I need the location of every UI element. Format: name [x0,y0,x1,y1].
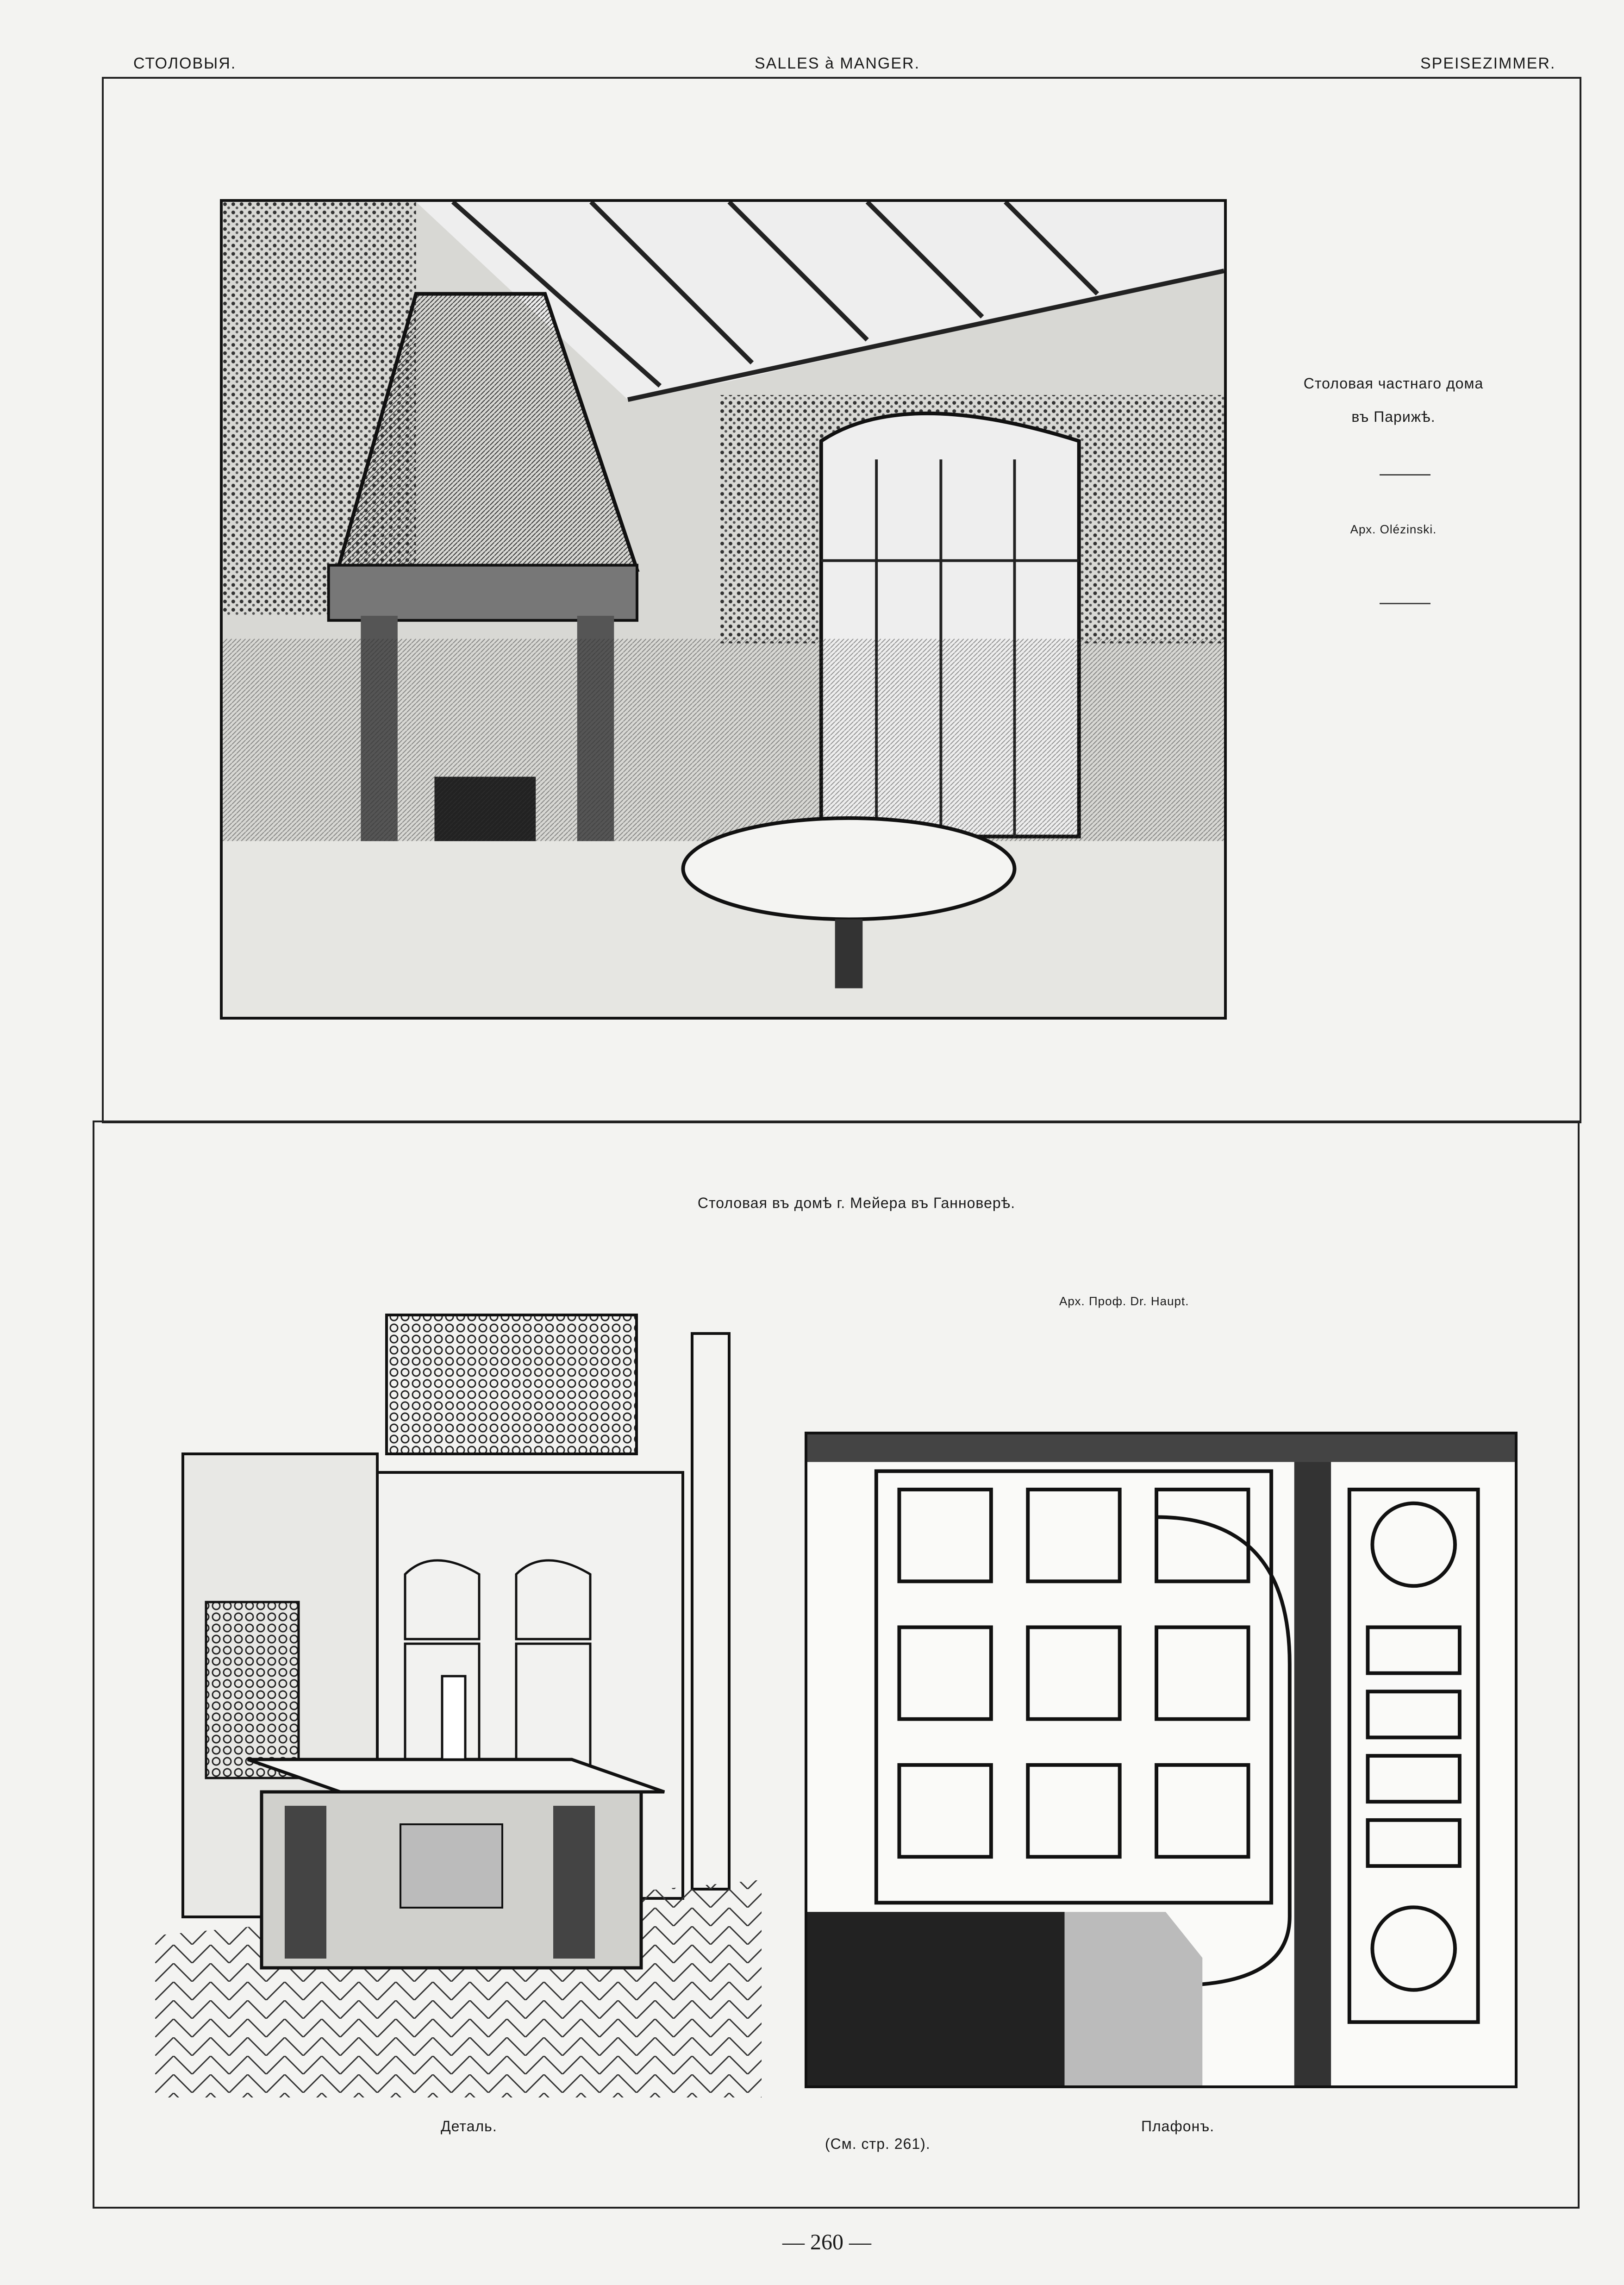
ceiling-caption: Плафонъ. [1141,2118,1215,2135]
ceiling-engraving [805,1432,1518,2088]
paris-title-line1: Столовая частнаго дома [1303,375,1484,392]
divider [1380,603,1430,604]
see-page-reference: (См. стр. 261). [825,2135,931,2152]
detail-engraving [155,1278,762,2097]
detail-caption: Деталь. [441,2118,497,2135]
header-left: СТОЛОВЫЯ. [133,55,237,72]
header-center: SALLES à MANGER. [755,55,920,72]
divider [1380,474,1430,476]
hannover-architect: Арх. Проф. Dr. Haupt. [1059,1294,1189,1308]
paris-title-line2: въ Парижѣ. [1351,408,1436,425]
header-right: SPEISEZIMMER. [1420,55,1556,72]
paris-dining-room-engraving [220,199,1227,1020]
paris-architect: Арх. Olézinski. [1350,522,1437,536]
page-number: — 260 — [782,2230,871,2254]
hannover-title: Столовая въ домѣ г. Мейера въ Ганноверѣ. [697,1195,1016,1211]
